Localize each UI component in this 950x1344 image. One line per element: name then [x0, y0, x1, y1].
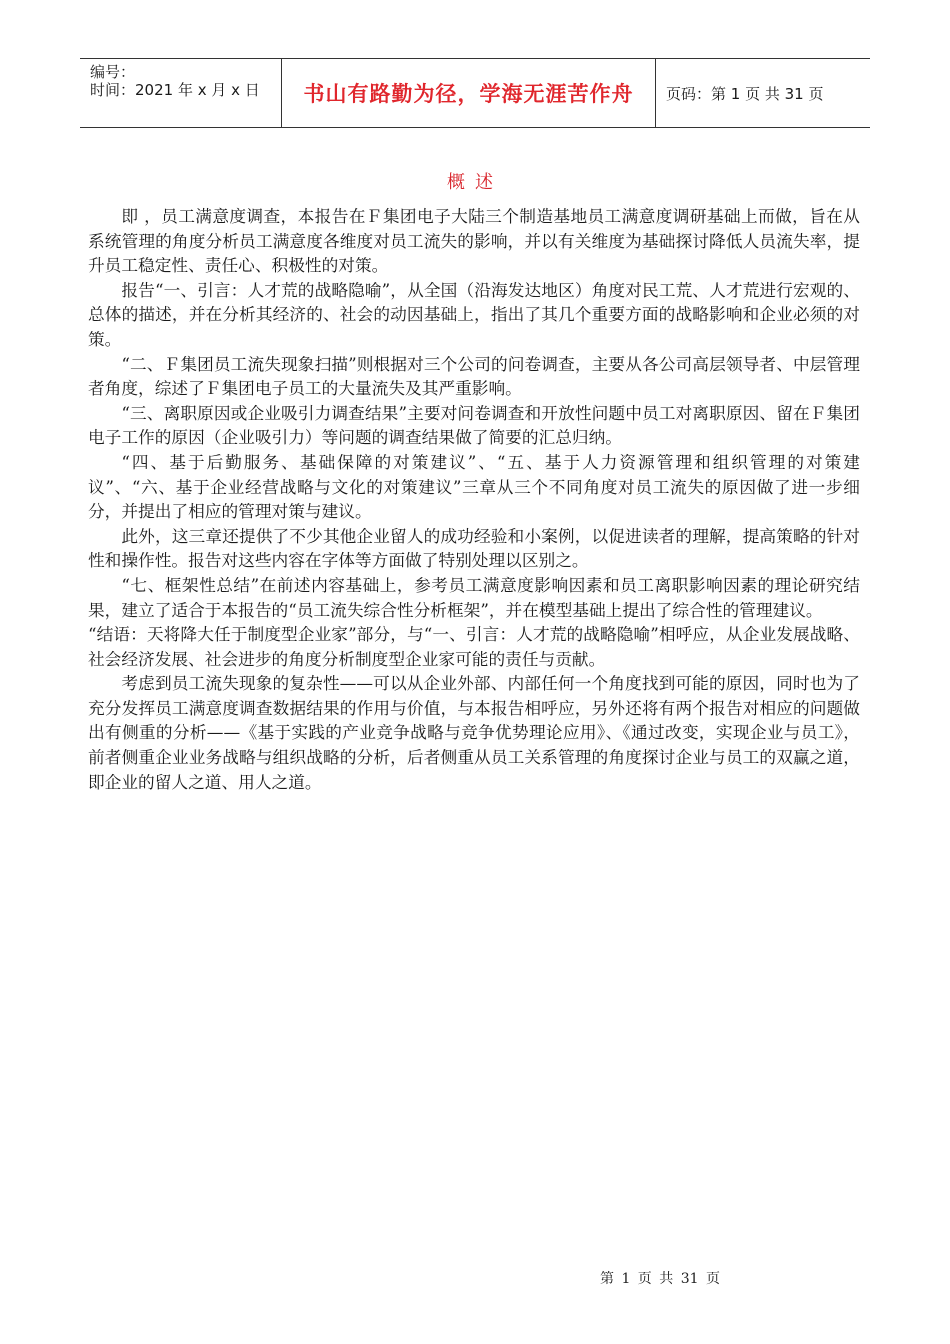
paragraph: “三、离职原因或企业吸引力调查结果”主要对问卷调查和开放性问题中员工对离职原因、留在Ｆ集团电子工作的原因（企业吸引力）等问题的调查结果做了简要的汇总归纳。: [88, 402, 860, 448]
page-header: [80, 58, 870, 128]
section-title: 概述: [447, 172, 503, 193]
paragraph: 即 ，员工满意度调查，本报告在Ｆ集团电子大陆三个制造基地员工满意度调研基础上而做，旨在从系统管理的角度分析员工满意度各维度对员工流失的影响，并以有关维度为基础探讨降低人员流失率，提升员工稳定性、责任心、积极性的对策。: [88, 206, 860, 276]
document-date: 时间：2021 年 x 月 x 日: [90, 81, 260, 99]
paragraph: “结语：天将降大任于制度型企业家”部分，与“一、引言：人才荒的战略隐喻”相呼应，从企业发展战略、社会经济发展、社会进步的角度分析制度型企业家可能的责任与贡献。: [88, 624, 860, 669]
paragraph: “四、基于后勤服务、基础保障的对策建议”、“五、基于人力资源管理和组织管理的对策建议”、“六、基于企业经营战略与文化的对策建议”三章从三个不同角度对员工流失的原因做了进一步细分，并提出了相应的管理对策与建议。: [88, 451, 860, 522]
page-footer: 第 1 页 共 31 页: [600, 1271, 720, 1287]
paragraph: “七、框架性总结”在前述内容基础上，参考员工满意度影响因素和员工离职影响因素的理论研究结果，建立了适合于本报告的“员工流失综合性分析框架”，并在模型基础上提出了综合性的管理建议。: [88, 574, 860, 620]
paragraph: 考虑到员工流失现象的复杂性——可以从企业外部、内部任何一个角度找到可能的原因，同时也为了充分发挥员工满意度调查数据结果的作用与价值，与本报告相呼应，另外还将有两个报告对相应的问题做出有侧重的分析——《基于实践的产业竞争战略与竞争优势理论应用》、《通过改变，实现企业与员工》，前者侧重企业业务战略与组织战略的分析，后者侧重从员工关系管理的角度探讨企业与员工的双赢之道，即企业的留人之道、用人之道。: [88, 673, 860, 792]
document-number-label: 编号：: [90, 63, 136, 81]
header-meta: [80, 59, 282, 127]
paragraph: “二、Ｆ集团员工流失现象扫描”则根据对三个公司的问卷调查，主要从各公司高层领导者、中层管理者角度，综述了Ｆ集团电子员工的大量流失及其严重影响。: [88, 353, 860, 399]
header-page-info: 页码：第 1 页 共 31 页: [666, 84, 824, 103]
header-motto: 书山有路勤为径，学海无涯苦作舟: [282, 59, 656, 127]
paragraph: 报告“一、引言：人才荒的战略隐喻”，从全国（沿海发达地区）角度对民工荒、人才荒进行宏观的、总体的描述，并在分析其经济的、社会的动因基础上，指出了其几个重要方面的战略影响和企业必须的对策。: [88, 279, 860, 349]
paragraph: 此外，这三章还提供了不少其他企业留人的成功经验和小案例，以促进读者的理解，提高策略的针对性和操作性。报告对这些内容在字体等方面做了特别处理以区别之。: [88, 525, 860, 571]
document-body: [88, 204, 860, 794]
